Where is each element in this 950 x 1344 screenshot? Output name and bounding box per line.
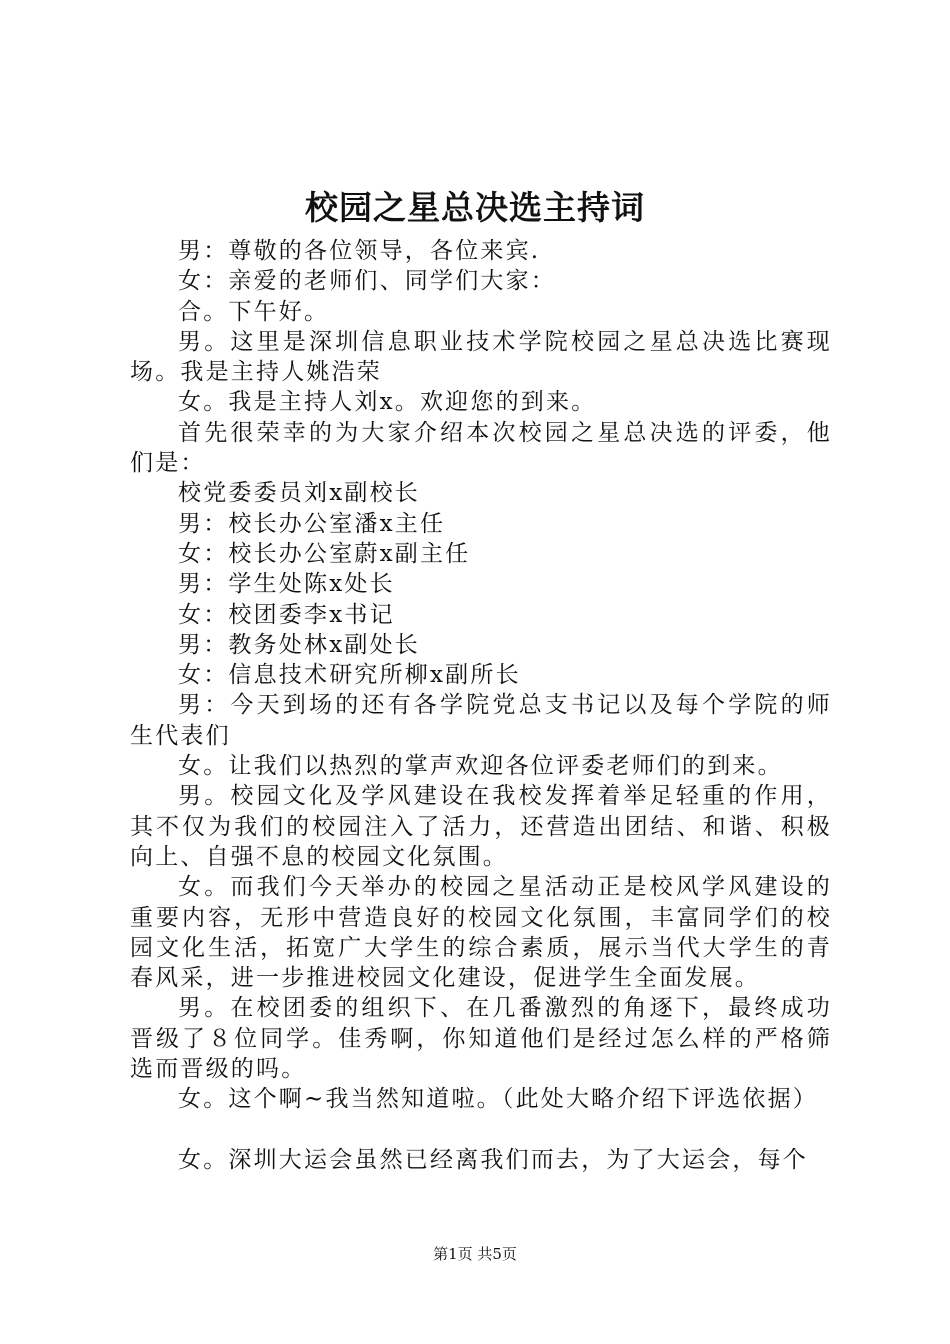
paragraph: 校党委委员刘x副校长	[178, 480, 420, 507]
paragraph: 首先很荣幸的为大家介绍本次校园之星总决选的评委，他们是：	[130, 419, 832, 477]
document-body	[130, 236, 832, 1175]
paragraph: 女。这个啊~我当然知道啦。（此处大略介绍下评选依据）	[178, 1086, 818, 1113]
paragraph: 男。校园文化及学风建设在我校发挥着举足轻重的作用，其不仅为我们的校园注入了活力，还营造出团结、和谐、积极向上、自强不息的校园文化氛围。	[130, 783, 832, 870]
paragraph: 男：今天到场的还有各学院党总支书记以及每个学院的师生代表们	[130, 692, 832, 749]
paragraph: 男：教务处林x副处长	[178, 631, 420, 658]
paragraph: 男。这里是深圳信息职业技术学院校园之星总决选比赛现场。我是主持人姚浩荣	[130, 328, 832, 386]
paragraph: 男：尊敬的各位领导，各位来宾.	[178, 238, 541, 264]
paragraph: 女。而我们今天举办的校园之星活动正是校风学风建设的重要内容，无形中营造良好的校园文化氛围，丰富同学们的校园文化生活，拓宽广大学生的综合素质，展示当代大学生的青春风采，进一步推进校园文化建设，促进学生全面发展。	[130, 874, 832, 992]
paragraph: 女：信息技术研究所柳x副所长	[178, 662, 521, 689]
page-footer: 第1页 共5页	[433, 1245, 517, 1263]
paragraph: 女：校团委李x书记	[178, 601, 395, 628]
paragraph: 女。深圳大运会虽然已经离我们而去，为了大运会，每个	[178, 1146, 808, 1173]
paragraph: 女。让我们以热烈的掌声欢迎各位评委老师们的到来。	[178, 753, 783, 780]
paragraph: 男：学生处陈x处长	[178, 571, 395, 598]
paragraph: 女：亲爱的老师们、同学们大家：	[178, 268, 556, 295]
paragraph: 女：校长办公室蔚x副主任	[178, 540, 471, 567]
paragraph: 女。我是主持人刘x。欢迎您的到来。	[178, 389, 597, 416]
paragraph: 男：校长办公室潘x主任	[178, 510, 446, 537]
paragraph: 合。下午好。	[178, 298, 330, 325]
document-title: 校园之星总决选主持词	[305, 188, 645, 227]
paragraph: 男。在校团委的组织下、在几番激烈的角逐下，最终成功晋级了８位同学。佳秀啊，你知道他们是经过怎么样的严格筛选而晋级的吗。	[130, 995, 832, 1083]
